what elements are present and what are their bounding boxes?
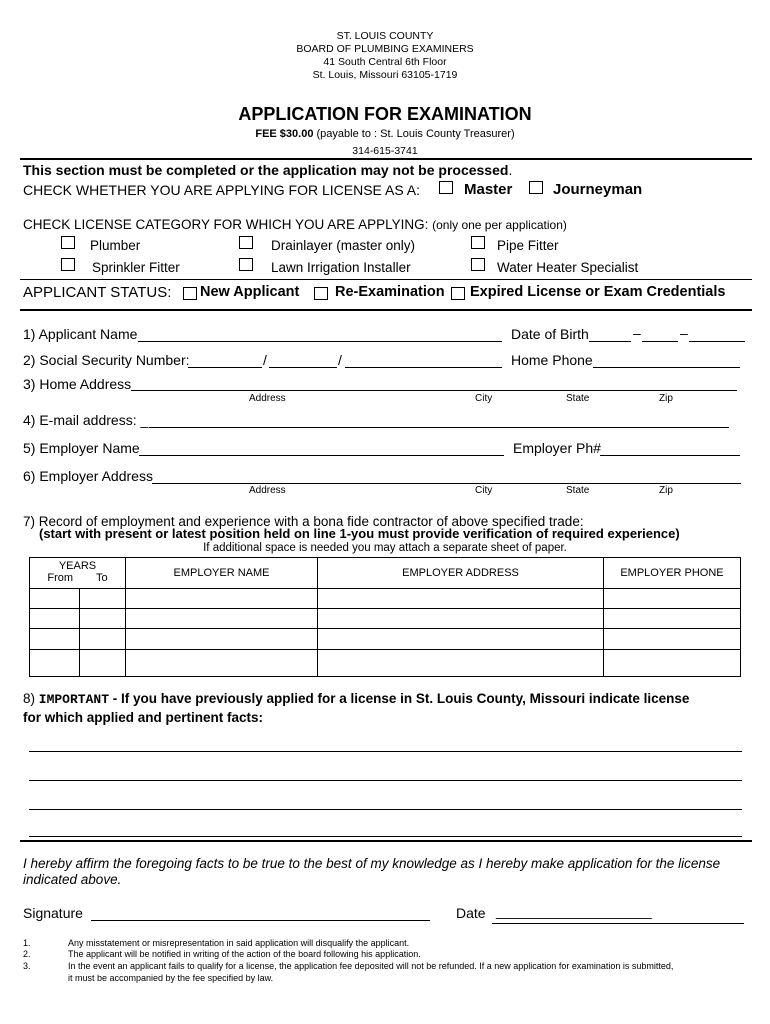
years-header — [30, 558, 126, 589]
from-cell[interactable] — [30, 589, 80, 609]
fee-amount: FEE $30.00 — [255, 128, 314, 140]
journeyman-checkbox[interactable] — [529, 181, 543, 194]
important-keyword: IMPORTANT — [38, 692, 109, 707]
employer-phone-cell[interactable] — [604, 589, 741, 609]
notice-period: . — [508, 162, 513, 178]
expired-license-checkbox[interactable] — [451, 287, 465, 300]
table-row — [30, 589, 741, 609]
dob-day-field[interactable] — [642, 341, 678, 342]
ssn-part1-field[interactable] — [188, 367, 262, 368]
note-text: In the event an applicant fails to qualify for a license, the application fee deposited will not be refunded. If a new application for examination is submitted, — [68, 961, 674, 971]
category-label-text: CHECK LICENSE CATEGORY FOR WHICH YOU ARE APPLYING: — [23, 217, 429, 232]
pipe-fitter-checkbox[interactable] — [471, 236, 485, 249]
employer-phone-field[interactable] — [600, 455, 740, 456]
to-cell[interactable] — [80, 589, 126, 609]
divider — [20, 309, 752, 311]
table-row — [30, 609, 741, 629]
employer-phone-cell[interactable] — [604, 650, 741, 677]
record-note: If additional space is needed you may attach a separate sheet of paper. — [203, 542, 567, 554]
employer-address-field[interactable] — [152, 483, 741, 484]
facts-line[interactable] — [29, 780, 742, 781]
facts-line[interactable] — [29, 836, 742, 837]
re-examination-label: Re-Examination — [335, 284, 445, 300]
record-instructions: (start with present or latest position held on line 1-you must provide verification of required experience) — [39, 526, 680, 541]
signature-label: Signature — [23, 905, 83, 921]
journeyman-label: Journeyman — [553, 181, 643, 198]
sprinkler-fitter-label: Sprinkler Fitter — [92, 260, 180, 275]
city-line: St. Louis, Missouri 63105-1719 — [312, 69, 458, 81]
lawn-irrigation-label: Lawn Irrigation Installer — [271, 260, 411, 275]
applicant-name-field[interactable] — [138, 341, 502, 342]
dob-separator: – — [680, 325, 688, 341]
pipe-fitter-label: Pipe Fitter — [497, 238, 559, 253]
ssn-label: 2) Social Security Number: — [23, 352, 190, 368]
board-name: BOARD OF PLUMBING EXAMINERS — [296, 43, 474, 55]
address-caption: Address — [249, 393, 286, 404]
to-cell[interactable] — [80, 650, 126, 677]
note-text: it must be accompanied by the fee specified by law. — [68, 973, 274, 983]
drainlayer-label: Drainlayer (master only) — [271, 238, 416, 253]
city-caption: City — [475, 393, 493, 404]
employer-name-label: 5) Employer Name — [23, 440, 140, 456]
home-address-field[interactable] — [131, 390, 737, 391]
home-address-label: 3) Home Address — [23, 376, 132, 392]
note-text: Any misstatement or misrepresentation in said application will disqualify the applicant. — [68, 938, 410, 948]
employer-name-cell[interactable] — [126, 609, 318, 629]
status-label: APPLICANT STATUS: — [23, 284, 172, 301]
affirmation-text: I hereby affirm the foregoing facts to be true to the best of my knowledge as I hereby make application for the license indicated above. — [23, 856, 721, 887]
employer-address-cell[interactable] — [318, 589, 604, 609]
from-cell[interactable] — [30, 629, 80, 650]
notice — [23, 162, 512, 178]
date-blank: ____________________ — [496, 903, 652, 919]
employer-phone-cell[interactable] — [604, 609, 741, 629]
employer-name-field[interactable] — [139, 455, 504, 456]
notice-text: This section must be completed or the application may not be processed — [23, 162, 509, 178]
divider — [20, 840, 752, 842]
city-caption: City — [475, 485, 493, 496]
employer-name-cell[interactable] — [126, 650, 318, 677]
drainlayer-checkbox[interactable] — [239, 236, 253, 249]
employment-table — [29, 557, 741, 677]
address-caption: Address — [249, 485, 286, 496]
new-applicant-checkbox[interactable] — [183, 287, 197, 300]
important-number: 8) — [23, 691, 36, 706]
employer-address-header: EMPLOYER ADDRESS — [318, 558, 604, 589]
employer-name-cell[interactable] — [126, 589, 318, 609]
from-cell[interactable] — [30, 609, 80, 629]
sprinkler-fitter-checkbox[interactable] — [61, 258, 75, 271]
email-label: 4) E-mail address: _ — [23, 412, 149, 428]
fee-line — [0, 128, 770, 140]
to-cell[interactable] — [80, 629, 126, 650]
from-label: From — [47, 572, 74, 584]
date-field[interactable] — [492, 923, 744, 924]
employer-address-label: 6) Employer Address — [23, 468, 153, 484]
from-cell[interactable] — [30, 650, 80, 677]
employer-address-cell[interactable] — [318, 650, 604, 677]
years-label: YEARS — [58, 560, 97, 572]
dob-year-field[interactable] — [689, 341, 745, 342]
license-as-label: CHECK WHETHER YOU ARE APPLYING FOR LICENSE AS A: — [23, 182, 421, 198]
state-caption: State — [566, 393, 590, 404]
important-text: If you have previously applied for a license in St. Louis County, Missouri indicate license — [121, 691, 690, 706]
to-label: To — [95, 572, 108, 584]
phone-number: 314-615-3741 — [352, 145, 418, 157]
dob-separator: – — [633, 325, 641, 341]
zip-caption: Zip — [659, 393, 673, 404]
email-field[interactable] — [149, 427, 729, 428]
master-label: Master — [464, 181, 513, 198]
employer-name-header: EMPLOYER NAME — [126, 558, 318, 589]
facts-line[interactable] — [29, 809, 742, 810]
important-line — [23, 691, 689, 707]
to-cell[interactable] — [80, 609, 126, 629]
employer-name-cell[interactable] — [126, 629, 318, 650]
table-row — [30, 650, 741, 677]
expired-license-label: Expired License or Exam Credentials — [470, 284, 726, 300]
state-caption: State — [566, 485, 590, 496]
divider — [20, 279, 752, 280]
signature-field[interactable] — [91, 920, 430, 921]
new-applicant-label: New Applicant — [200, 284, 300, 300]
employer-address-cell[interactable] — [318, 629, 604, 650]
address-line: 41 South Central 6th Floor — [323, 56, 447, 68]
record-heading: 7) Record of employment and experience with a bona fide contractor of above specified trade: — [23, 514, 584, 529]
applicant-name-label: 1) Applicant Name — [23, 326, 138, 342]
ssn-part3-field[interactable] — [345, 367, 502, 368]
agency-name: ST. LOUIS COUNTY — [336, 30, 434, 42]
dob-month-field[interactable] — [589, 341, 631, 342]
category-note: (only one per application) — [432, 218, 567, 232]
note-number: 2. — [23, 949, 31, 959]
home-phone-field[interactable] — [593, 367, 740, 368]
employer-address-cell[interactable] — [318, 609, 604, 629]
plumber-label: Plumber — [90, 238, 141, 253]
lawn-irrigation-checkbox[interactable] — [239, 258, 253, 271]
table-row — [30, 629, 741, 650]
date-label: Date — [456, 905, 486, 921]
dob-label: Date of Birth — [511, 326, 589, 342]
employer-phone-cell[interactable] — [604, 629, 741, 650]
master-checkbox[interactable] — [439, 181, 453, 194]
water-heater-checkbox[interactable] — [471, 258, 485, 271]
water-heater-label: Water Heater Specialist — [497, 260, 639, 275]
divider — [20, 158, 752, 160]
note-text: The applicant will be notified in writing of the action of the board following his application. — [68, 949, 421, 959]
ssn-part2-field[interactable] — [269, 367, 337, 368]
employer-phone-header: EMPLOYER PHONE — [604, 558, 741, 589]
important-dash: - — [109, 691, 121, 706]
facts-line[interactable] — [29, 751, 742, 752]
note-number: 3. — [23, 961, 31, 971]
home-phone-label: Home Phone — [511, 352, 593, 368]
ssn-separator: / — [263, 352, 267, 368]
table-header-row — [30, 558, 741, 589]
re-examination-checkbox[interactable] — [314, 287, 328, 300]
zip-caption: Zip — [659, 485, 673, 496]
employer-phone-label: Employer Ph# — [513, 440, 601, 456]
ssn-separator: / — [338, 352, 342, 368]
note-number: 1. — [23, 938, 31, 948]
important-text-continued: for which applied and pertinent facts: — [23, 710, 264, 725]
category-label — [23, 217, 567, 232]
page-title: APPLICATION FOR EXAMINATION — [238, 104, 532, 124]
fee-payable: (payable to : St. Louis County Treasurer) — [316, 128, 515, 140]
plumber-checkbox[interactable] — [61, 236, 75, 249]
